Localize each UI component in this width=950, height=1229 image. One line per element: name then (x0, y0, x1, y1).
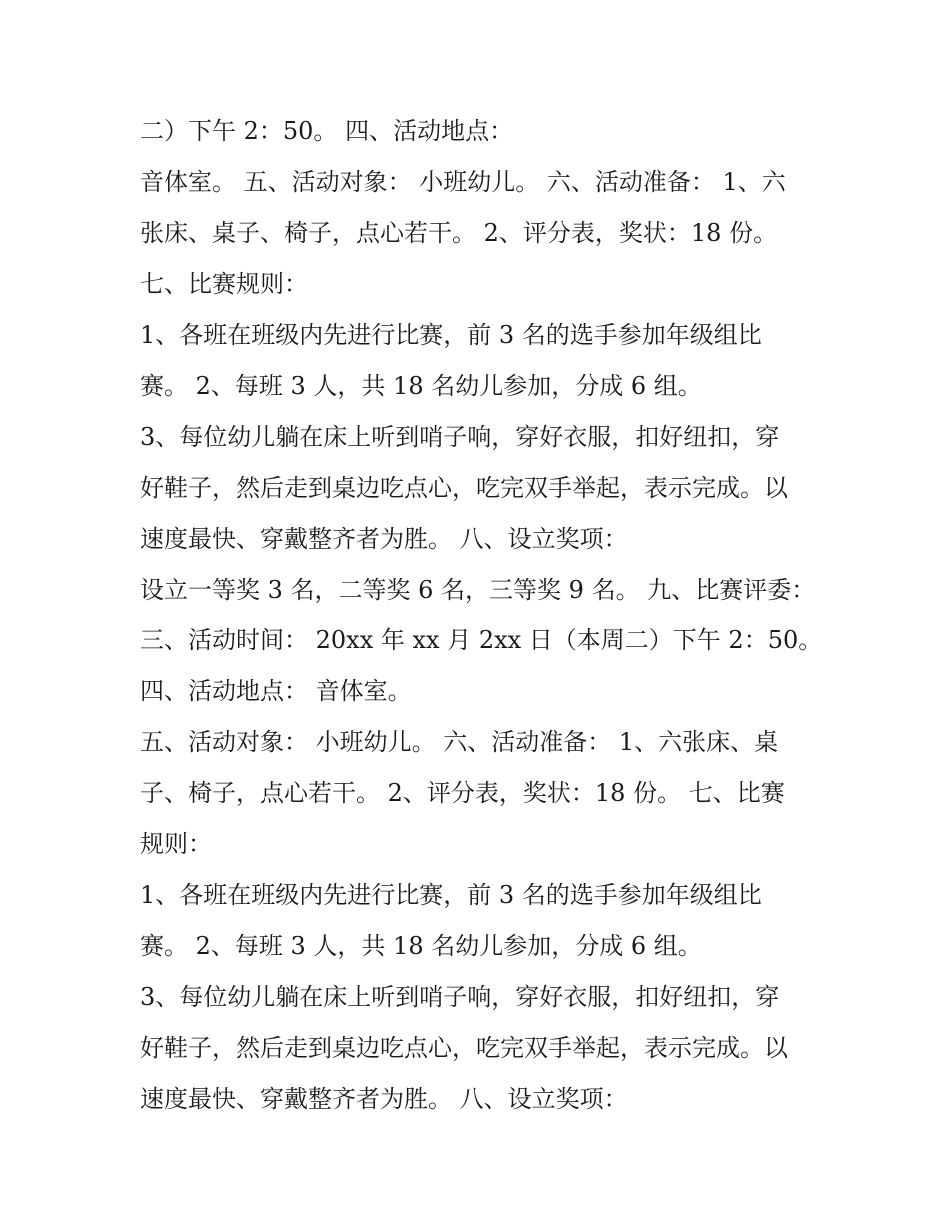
text-line-1: 二）下午 2：50。 四、活动地点： (140, 117, 514, 145)
text-line-15: 规则： (140, 830, 212, 858)
text-line-2: 音体室。 五、活动对象： 小班幼儿。 六、活动准备： 1、六 (140, 168, 786, 196)
text-line-9: 速度最快、穿戴整齐者为胜。 八、设立奖项： (140, 525, 628, 553)
text-line-14: 子、椅子，点心若干。 2、评分表，奖状：18 份。 七、比赛 (140, 779, 785, 807)
text-line-4: 七、比赛规则： (140, 270, 308, 298)
text-line-10: 设立一等奖 3 名，二等奖 6 名，三等奖 9 名。 九、比赛评委： (140, 576, 816, 604)
text-line-12: 四、活动地点： 音体室。 (140, 677, 412, 705)
text-line-17: 赛。 2、每班 3 人，共 18 名幼儿参加，分成 6 组。 (140, 932, 702, 960)
text-line-3: 张床、桌子、椅子，点心若干。 2、评分表，奖状：18 份。 (140, 219, 778, 247)
text-line-20: 速度最快、穿戴整齐者为胜。 八、设立奖项： (140, 1085, 628, 1113)
text-line-6: 赛。 2、每班 3 人，共 18 名幼儿参加，分成 6 组。 (140, 372, 702, 400)
text-line-7: 3、每位幼儿躺在床上听到哨子响，穿好衣服，扣好纽扣，穿 (140, 423, 780, 451)
text-line-8: 好鞋子，然后走到桌边吃点心，吃完双手举起，表示完成。以 (140, 474, 788, 502)
text-line-13: 五、活动对象： 小班幼儿。 六、活动准备： 1、六张床、桌 (140, 728, 779, 756)
text-line-19: 好鞋子，然后走到桌边吃点心，吃完双手举起，表示完成。以 (140, 1034, 788, 1062)
text-line-11: 三、活动时间： 20xx 年 xx 月 2xx 日（本周二）下午 2：50。 (140, 626, 823, 654)
text-line-16: 1、各班在班级内先进行比赛，前 3 名的选手参加年级组比 (140, 881, 762, 909)
text-line-18: 3、每位幼儿躺在床上听到哨子响，穿好衣服，扣好纽扣，穿 (140, 983, 780, 1011)
text-line-5: 1、各班在班级内先进行比赛，前 3 名的选手参加年级组比 (140, 321, 762, 349)
